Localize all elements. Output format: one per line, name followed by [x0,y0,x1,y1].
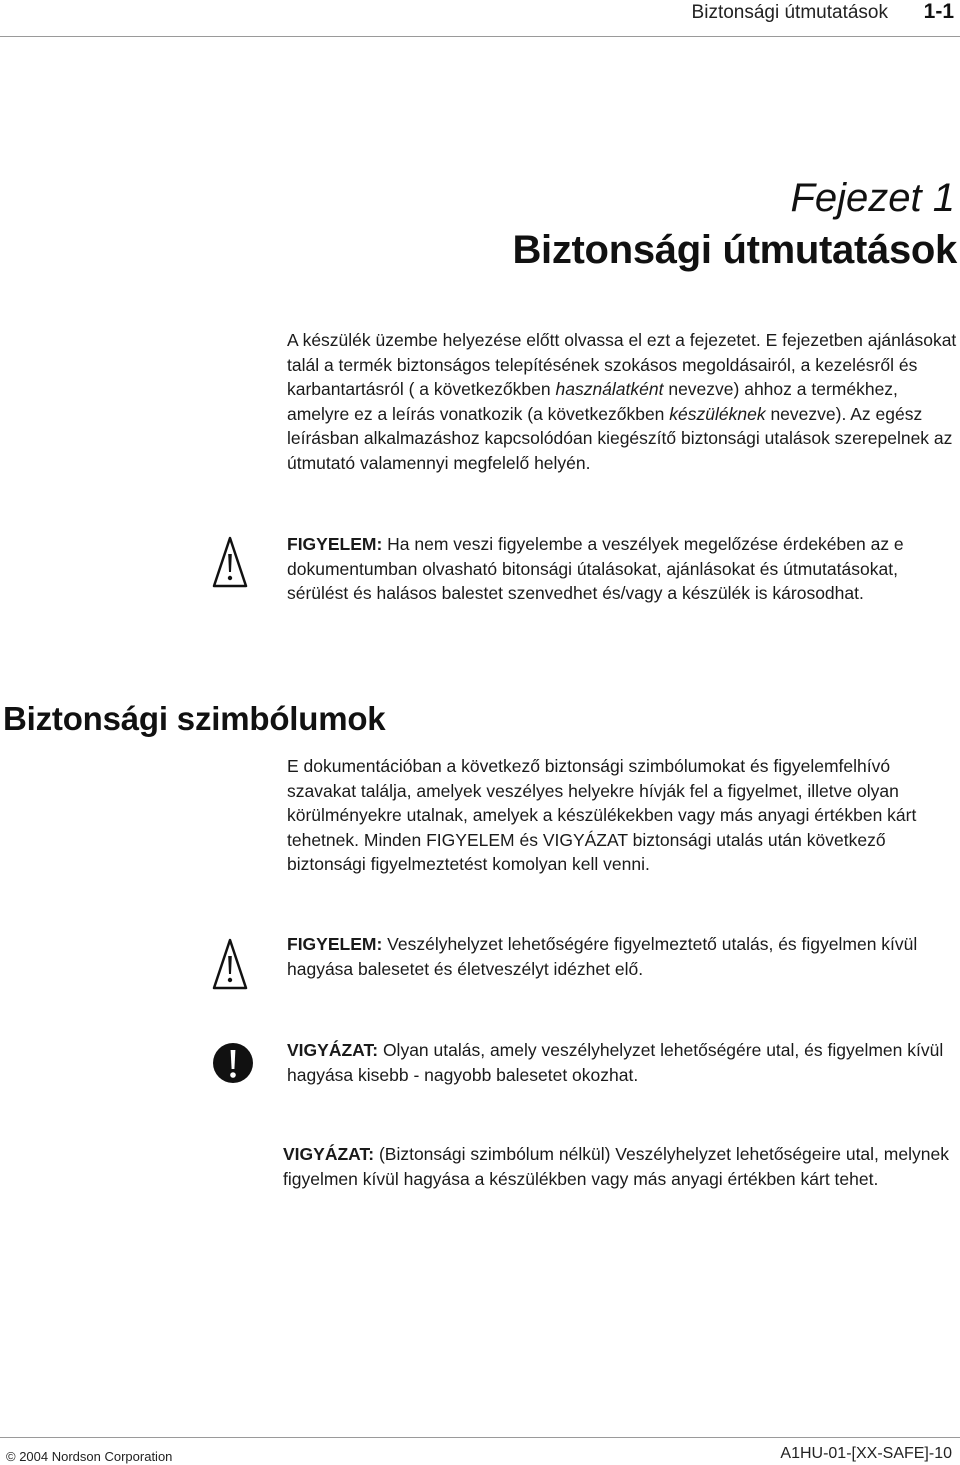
footer-document-id: A1HU-01-[XX-SAFE]-10 [780,1445,952,1462]
caution-circle-icon [212,1042,254,1084]
section-heading: Biztonsági szimbólumok [3,700,386,737]
caution-definition [287,1038,959,1087]
footer-divider [0,1437,960,1438]
warning-definition-text: Veszélyhelyzet lehetőségére figyelmeztető utalás, és figyelmen kívül hagyása balesetet és életveszélyt idézhet elő. [287,934,918,979]
warning-definition [287,932,959,981]
warning-triangle-icon [212,534,248,590]
intro-emphasis-device: készüléknek [669,403,766,424]
warning-label: FIGYELEM: [287,534,383,554]
page-number: 1-1 [923,0,954,23]
intro-paragraph [287,328,959,475]
footer-copyright: © 2004 Nordson Corporation [6,1449,173,1464]
intro-text-3: nevezve). Az egész leírásban alkalmazáshoz kapcsolódóan kiegészítő biztonsági utalások szerepelnek az útmutató valamennyi megfelelő helyén. [287,403,953,473]
caution-no-symbol-label: VIGYÁZAT: [283,1144,375,1164]
chapter-label: Fejezet 1 [790,176,955,220]
chapter-title: Biztonsági útmutatások [512,228,957,272]
caution-no-symbol-text: (Biztonsági szimbólum nélkül) Veszélyhelyzet lehetőségeire utal, melynek figyelmen kívül hagyása a készülékben vagy más anyagi értékben kárt tehet. [283,1144,949,1189]
intro-text-1: A készülék üzembe helyezése előtt olvassa el ezt a fejezetet. E fejezetben ajánlásokat talál a termék biztonságos telepítésének szokásos megoldásairól, a kezelésről és karbantartásról ( a következőkben [287,330,957,399]
caution-no-symbol-definition [283,1142,959,1191]
caution-definition-text: Olyan utalás, amely veszélyhelyzet lehetőségére utal, és figyelmen kívül hagyása kisebb - nagyobb balesetet okozhat. [287,1040,944,1085]
warning-triangle-icon [212,936,248,992]
section-body: E dokumentációban a következő biztonsági szimbólumokat és figyelemfelhívó szavakat találja, amelyek veszélyes helyekre hívják fel a figyelmet, illetve olyan körülményekre utalnak, amelyek a készülékekben vagy más anyagi értékben kárt tehetnek. Minden FIGYELEM és VIGYÁZAT biztonsági utalás után következő biztonsági figyelmeztetést komolyan kell venni. [287,756,917,874]
intro-text-2: nevezve) ahhoz a termékhez, amelyre ez a leírás vonatkozik (a következőkben [287,379,898,424]
warning-text: Ha nem veszi figyelembe a veszélyek megelőzése érdekében az e dokumentumban olvasható bitonsági útalásokat, ajánlásokat és útmutatásokat, sérülést és halásos balestet szenvedhet és/vagy a készülék is károsodhat. [287,534,904,603]
intro-emphasis-usage: használatként [555,379,664,399]
header-divider [0,36,960,37]
running-header-title: Biztonsági útmutatások [691,2,888,23]
warning-notice-1 [287,532,959,606]
caution-definition-label: VIGYÁZAT: [287,1040,379,1060]
warning-definition-label: FIGYELEM: [287,934,383,954]
